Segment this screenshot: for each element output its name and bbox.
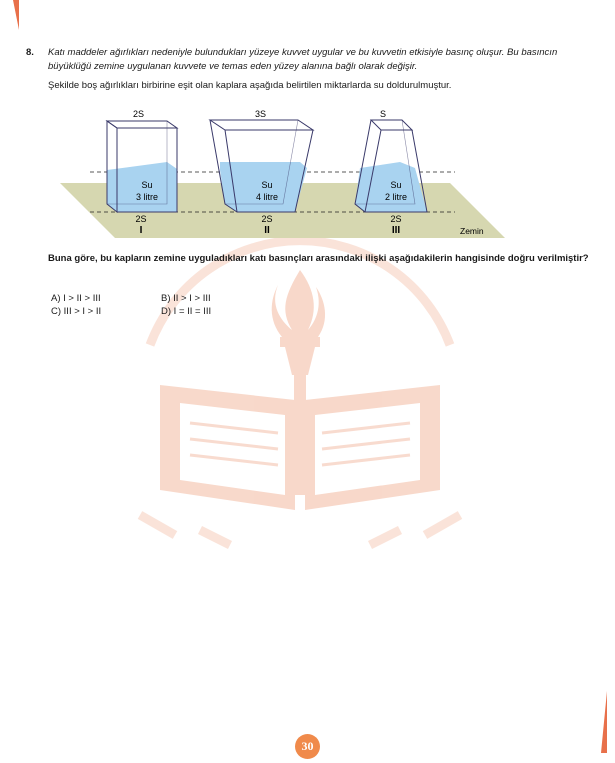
container-iii-bottom-area: 2S (390, 214, 402, 224)
question-intro: Katı maddeler ağırlıkları nedeniyle bulundukları yüzeye kuvvet uygular ve bu kuvvetin etkisiyle basınç oluşur. Bu basıncın büyüklüğü zemine uygulanan kuvvete ve temas eden yüzey alanına bağlı olarak değişir. (48, 47, 558, 72)
container-i-water-amount: 3 litre (135, 192, 159, 202)
container-ii-roman: II (264, 225, 270, 236)
question-number: 8. (26, 47, 34, 58)
corner-accent-bottom-right (601, 691, 607, 753)
container-iii-water-name: Su (390, 180, 402, 190)
container-ii-water-amount: 4 litre (255, 192, 279, 202)
container-iii-roman: III (391, 225, 401, 236)
watermark-logo (120, 225, 480, 555)
page-number: 30 (295, 734, 320, 759)
container-ii-water-name: Su (261, 180, 273, 190)
container-i-bottom-area: 2S (135, 214, 147, 224)
option-d[interactable]: D) I = II = III (161, 306, 212, 317)
container-i-water-name: Su (141, 180, 153, 190)
option-b[interactable]: B) II > I > III (161, 293, 211, 304)
question-setup: Şekilde boş ağırlıkları birbirine eşit olan kaplara aşağıda belirtilen miktarlarda su doldurulmuştur. (48, 80, 452, 91)
container-i-top-area: 2S (133, 109, 145, 119)
question-stem: Buna göre, bu kapların zemine uyguladıkları katı basınçları arasındaki ilişki aşağıdakilerin hangisinde doğru verilmiştir? (48, 253, 589, 264)
container-ii-top-area: 3S (255, 109, 267, 119)
container-i-roman: I (139, 225, 143, 236)
container-ii-bottom-area: 2S (261, 214, 273, 224)
option-a[interactable]: A) I > II > III (51, 293, 101, 304)
container-iii-top-area: S (380, 109, 387, 119)
containers-figure (55, 100, 515, 245)
container-iii-water-amount: 2 litre (384, 192, 408, 202)
corner-accent-top-left (13, 0, 19, 30)
option-c[interactable]: C) III > I > II (51, 306, 102, 317)
ground-label: Zemin (460, 226, 484, 236)
